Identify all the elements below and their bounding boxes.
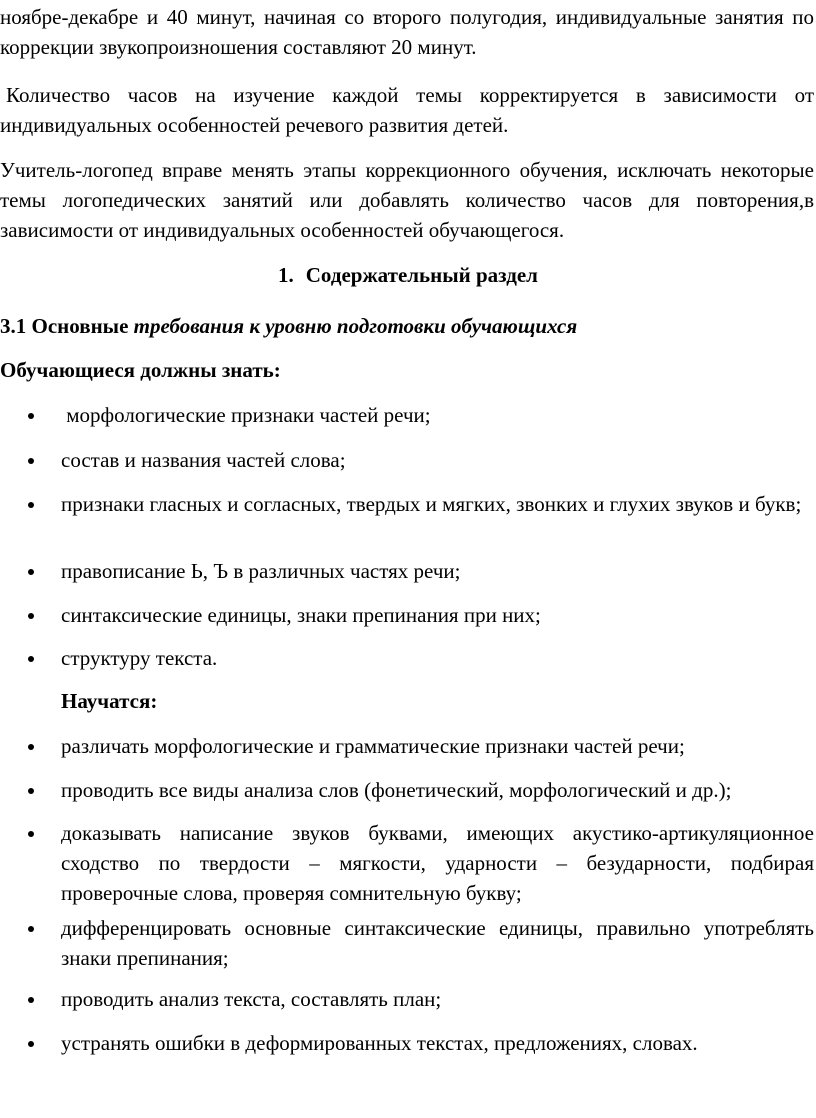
bullet-icon xyxy=(28,926,34,932)
list-item-text: устранять ошибки в деформированных текстах, предложениях, словах. xyxy=(61,1031,698,1055)
list-item-text: состав и названия частей слова; xyxy=(61,448,346,472)
list-item-text: синтаксические единицы, знаки препинания при них; xyxy=(61,603,541,627)
bullet-icon xyxy=(28,744,34,750)
bullet-icon xyxy=(28,788,34,794)
paragraph-teacher-rights: Учитель-логопед вправе менять этапы коррекционного обучения, исключать некоторые темы логопедических занятий или добавлять количество часов для повторения,в зависимости от индивидуальных особенностей обучающегося. xyxy=(0,158,814,242)
bullet-icon xyxy=(28,458,34,464)
bullet-icon xyxy=(28,502,34,508)
section-heading xyxy=(0,260,816,290)
list-item-text: признаки гласных и согласных, твердых и мягких, звонких и глухих звуков и букв; xyxy=(61,492,802,516)
bullet-icon xyxy=(28,656,34,662)
section-title: Содержательный раздел xyxy=(305,263,538,287)
list-item-text: морфологические признаки частей речи; xyxy=(61,403,431,427)
bullet-icon xyxy=(28,569,34,575)
bullet-icon xyxy=(28,413,34,419)
list-item-text: структуру текста. xyxy=(61,646,218,670)
bullet-icon xyxy=(28,831,34,837)
list-item-text: проводить анализ текста, составлять план; xyxy=(61,987,442,1011)
learn-heading: Научатся: xyxy=(61,689,158,713)
list-item-text: доказывать написание звуков буквами, имеющих акустико-артикуляционное сходство по твердости – мягкости, ударности – безударности, подбирая проверочные слова, проверяя сомнительную букву; xyxy=(61,821,814,905)
bullet-icon xyxy=(28,997,34,1003)
paragraph-hours-adjustment: Количество часов на изучение каждой темы корректируется в зависимости от индивидуальных особенностей речевого развития детей. xyxy=(0,83,814,137)
section-number: 1. xyxy=(278,263,294,287)
subsection-title: требования к уровню подготовки обучающихся xyxy=(133,314,578,338)
list-item-text: правописание Ь, Ъ в различных частях речи; xyxy=(61,559,461,583)
bullet-icon xyxy=(28,613,34,619)
subsection-number: 3.1 Основные xyxy=(0,314,129,338)
list-item-text: проводить все виды анализа слов (фонетический, морфологический и др.); xyxy=(61,778,732,802)
list-item-text: дифференцировать основные синтаксические единицы, правильно употреблять знаки препинания; xyxy=(61,916,814,970)
know-heading: Обучающиеся должны знать: xyxy=(0,358,281,382)
bullet-icon xyxy=(28,1041,34,1047)
list-item-text: различать морфологические и грамматические признаки частей речи; xyxy=(61,734,685,758)
subsection-heading xyxy=(0,311,814,341)
paragraph-lesson-duration: ноябре-декабре и 40 минут, начиная со второго полугодия, индивидуальные занятия по коррекции звукопроизношения составляют 20 минут. xyxy=(0,5,814,59)
